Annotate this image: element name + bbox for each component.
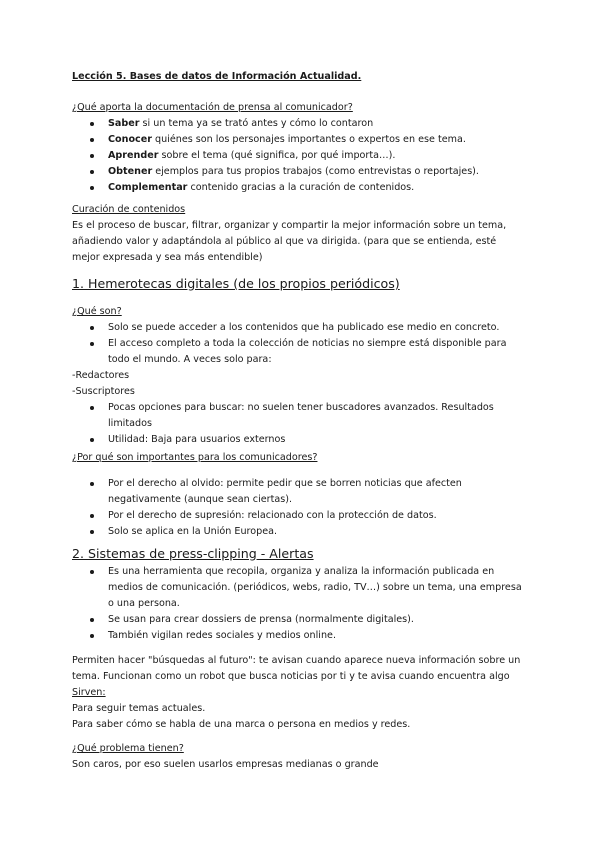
intro-item: Complementar contenido gracias a la curación de contenidos.	[108, 182, 415, 193]
curacion-line: Es el proceso de buscar, filtrar, organizar y compartir la mejor información sobre un tema,	[72, 220, 507, 231]
bullet-icon	[90, 326, 94, 330]
bullet-icon	[90, 482, 94, 486]
section-heading-hemerotecas: 1. Hemerotecas digitales (de los propios periódicos)	[72, 276, 400, 291]
bullet-icon	[90, 170, 94, 174]
importantes-item: Solo se aplica en la Unión Europea.	[108, 526, 278, 537]
bullet-icon	[90, 530, 94, 534]
hemeroteca-item: Pocas opciones para buscar: no suelen tener buscadores avanzados. Resultados	[108, 402, 494, 413]
clipping-item-cont: o una persona.	[108, 598, 180, 609]
bullet-icon	[90, 406, 94, 410]
importantes-item-cont: negativamente (aunque sean ciertas).	[108, 494, 293, 505]
importantes-heading: ¿Por qué son importantes para los comunicadores?	[72, 452, 318, 463]
hemeroteca-item: El acceso completo a toda la colección de noticias no siempre está disponible para	[108, 338, 507, 349]
bullet-icon	[90, 570, 94, 574]
clipping-item: Es una herramienta que recopila, organiza y analiza la información publicada en	[108, 566, 495, 577]
que-son-heading: ¿Qué son?	[72, 306, 122, 317]
bullet-icon	[90, 154, 94, 158]
bullet-icon	[90, 122, 94, 126]
clipping-paragraph: tema. Funcionan como un robot que busca noticias por ti y te avisa cuando encuentra algo	[72, 671, 510, 682]
intro-item: Conocer quiénes son los personajes importantes o expertos en ese tema.	[108, 134, 466, 145]
bullet-icon	[90, 186, 94, 190]
hemeroteca-item-cont: todo el mundo. A veces solo para:	[108, 354, 272, 365]
redactores-text: -Redactores	[72, 370, 130, 381]
hemeroteca-item-cont: limitados	[108, 418, 152, 429]
intro-item: Aprender sobre el tema (qué significa, por qué importa…).	[108, 150, 396, 161]
bullet-icon	[90, 438, 94, 442]
bullet-icon	[90, 514, 94, 518]
lesson-title: Lección 5. Bases de datos de Información Actualidad.	[72, 71, 362, 82]
sirven-line: Para saber cómo se habla de una marca o persona en medios y redes.	[72, 719, 411, 730]
curacion-line: añadiendo valor y adaptándola al público al que va dirigida. (para que se entienda, esté	[72, 236, 497, 247]
section-heading-clipping: 2. Sistemas de press-clipping - Alertas	[72, 546, 314, 561]
hemeroteca-item: Utilidad: Baja para usuarios externos	[108, 434, 286, 445]
hemeroteca-item: Solo se puede acceder a los contenidos que ha publicado ese medio en concreto.	[108, 322, 500, 333]
curacion-line: mejor expresada y sea más entendible)	[72, 252, 263, 263]
suscriptores-text: -Suscriptores	[72, 386, 135, 397]
clipping-item-cont: medios de comunicación. (periódicos, webs, radio, TV…) sobre un tema, una empresa	[108, 582, 522, 593]
intro-heading: ¿Qué aporta la documentación de prensa al comunicador?	[72, 102, 353, 113]
bullet-icon	[90, 618, 94, 622]
problema-heading: ¿Qué problema tienen?	[72, 743, 184, 754]
clipping-paragraph: Permiten hacer "búsquedas al futuro": te avisan cuando aparece nueva información sobre un	[72, 655, 521, 666]
bullet-icon	[90, 138, 94, 142]
importantes-item: Por el derecho al olvido: permite pedir que se borren noticias que afecten	[108, 478, 462, 489]
clipping-item: Se usan para crear dossiers de prensa (normalmente digitales).	[108, 614, 414, 625]
intro-item: Saber si un tema ya se trató antes y cómo lo contaron	[108, 118, 374, 129]
importantes-item: Por el derecho de supresión: relacionado con la protección de datos.	[108, 510, 437, 521]
intro-item: Obtener ejemplos para tus propios trabajos (como entrevistas o reportajes).	[108, 166, 479, 177]
bullet-icon	[90, 342, 94, 346]
problema-text: Son caros, por eso suelen usarlos empresas medianas o grande	[72, 759, 379, 770]
clipping-item: También vigilan redes sociales y medios online.	[108, 630, 336, 641]
sirven-heading: Sirven:	[72, 687, 106, 698]
sirven-line: Para seguir temas actuales.	[72, 703, 206, 714]
curacion-heading: Curación de contenidos	[72, 204, 186, 215]
bullet-icon	[90, 634, 94, 638]
